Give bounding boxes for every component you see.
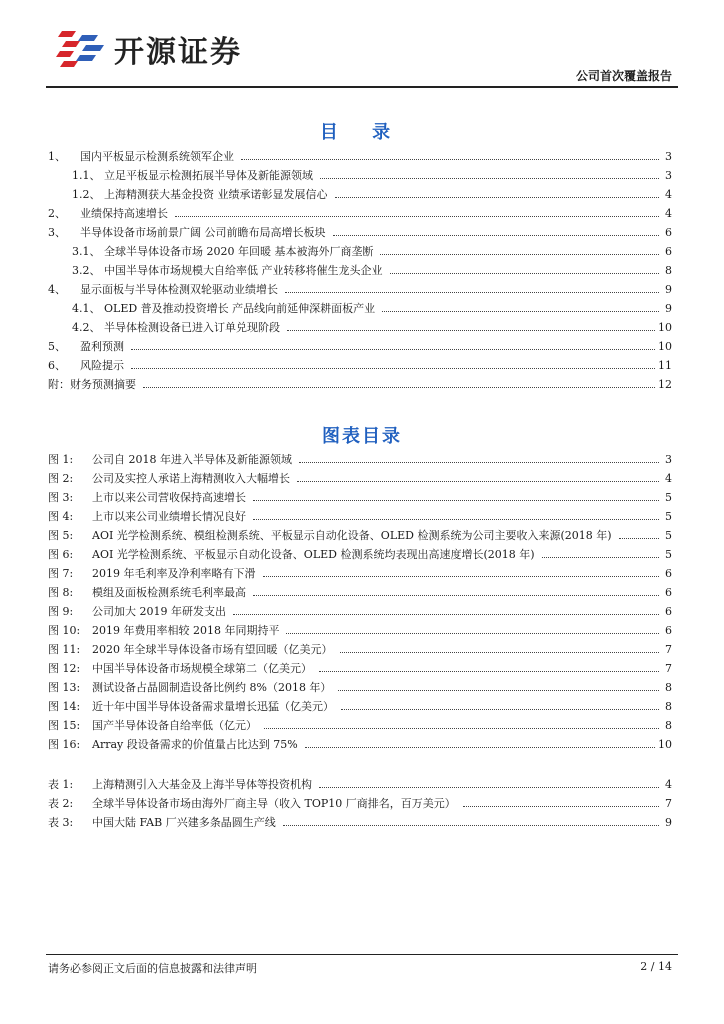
dot-leader	[340, 651, 660, 653]
toc-item-page: 12	[658, 378, 672, 391]
figure-item-row[interactable]	[48, 527, 672, 546]
toc-list	[48, 148, 672, 395]
dot-leader	[233, 613, 659, 615]
toc-item-row[interactable]	[48, 281, 672, 300]
figure-item-text: 上市以来公司营收保持高速增长	[92, 491, 246, 504]
figure-item-row[interactable]	[48, 603, 672, 622]
figure-item-row[interactable]	[48, 451, 672, 470]
dot-leader	[463, 805, 659, 807]
figure-item-text: 公司及实控人承诺上海精测收入大幅增长	[92, 472, 290, 485]
table-item-page: 7	[665, 797, 672, 810]
toc-item-row[interactable]	[48, 205, 672, 224]
dot-leader	[286, 632, 659, 634]
toc-item-page: 6	[665, 245, 672, 258]
toc-item-text: 立足平板显示检测拓展半导体及新能源领域	[104, 169, 313, 182]
table-item-text: 中国大陆 FAB 厂兴建多条晶圆生产线	[92, 816, 276, 829]
table-item-page: 9	[665, 816, 672, 829]
figure-item-number: 图 14:	[48, 700, 81, 713]
dot-leader	[264, 727, 659, 729]
toc-item-page: 9	[665, 302, 672, 315]
figure-item-row[interactable]	[48, 660, 672, 679]
figure-item-number: 图 15:	[48, 719, 81, 732]
toc-title: 目 录	[319, 122, 405, 143]
toc-item-number: 4.1、	[72, 302, 101, 315]
dot-leader	[285, 291, 659, 293]
toc-item-row[interactable]	[48, 224, 672, 243]
table-item-text: 全球半导体设备市场由海外厂商主导（收入 TOP10 厂商排名，百万美元）	[92, 797, 456, 810]
figure-item-page: 5	[665, 491, 672, 504]
table-item-row[interactable]	[48, 776, 672, 795]
report-type-label: 公司首次覆盖报告	[575, 69, 672, 83]
toc-item-row[interactable]	[48, 186, 672, 205]
toc-item-text: 盈利预测	[80, 340, 124, 353]
figure-item-page: 8	[665, 719, 672, 732]
toc-item-row[interactable]	[48, 338, 672, 357]
figure-item-number: 图 5:	[48, 529, 74, 542]
figure-item-page: 3	[665, 453, 672, 466]
figure-item-row[interactable]	[48, 717, 672, 736]
figure-item-text: 近十年中国半导体设备需求量增长迅猛（亿美元）	[92, 700, 334, 713]
toc-item-number: 4、	[48, 283, 66, 296]
toc-item-number: 2、	[48, 207, 66, 220]
figure-item-text: 2019 年费用率相较 2018 年同期持平	[92, 624, 280, 637]
figure-item-page: 6	[665, 567, 672, 580]
toc-item-text: 上海精测获大基金投资 业绩承诺彰显发展信心	[104, 188, 328, 201]
toc-item-page: 9	[665, 283, 672, 296]
toc-item-number: 3、	[48, 226, 66, 239]
figure-item-number: 图 4:	[48, 510, 74, 523]
figure-item-page: 6	[665, 586, 672, 599]
dot-leader	[253, 499, 659, 501]
table-item-number: 表 1:	[48, 778, 74, 791]
figure-item-text: 国产半导体设备自给率低（亿元）	[92, 719, 257, 732]
toc-item-text: 风险提示	[80, 359, 124, 372]
figure-item-page: 4	[665, 472, 672, 485]
toc-item-row[interactable]	[48, 357, 672, 376]
table-item-row[interactable]	[48, 795, 672, 814]
figure-item-row[interactable]	[48, 508, 672, 527]
dot-leader	[283, 824, 659, 826]
figure-item-page: 5	[665, 529, 672, 542]
figure-item-number: 图 16:	[48, 738, 81, 751]
toc-item-text: 半导体设备市场前景广阔 公司前瞻布局高增长板块	[80, 226, 326, 239]
figure-item-page: 6	[665, 624, 672, 637]
toc-item-text: 业绩保持高速增长	[80, 207, 168, 220]
dot-leader	[131, 348, 655, 350]
toc-item-row[interactable]	[48, 300, 672, 319]
dot-leader	[263, 575, 660, 577]
figure-item-number: 图 13:	[48, 681, 81, 694]
toc-item-text: 显示面板与半导体检测双轮驱动业绩增长	[80, 283, 278, 296]
figure-item-row[interactable]	[48, 736, 672, 755]
figure-item-row[interactable]	[48, 546, 672, 565]
dot-leader	[297, 480, 659, 482]
toc-item-number: 1、	[48, 150, 66, 163]
toc-item-page: 10	[658, 340, 672, 353]
dot-leader	[382, 310, 659, 312]
dot-leader	[287, 329, 655, 331]
figure-item-text: 公司加大 2019 年研发支出	[92, 605, 226, 618]
figure-item-number: 图 9:	[48, 605, 74, 618]
figure-item-text: Array 段设备需求的价值量占比达到 75%	[92, 738, 298, 751]
company-logo	[56, 27, 242, 71]
figure-item-text: 公司自 2018 年进入半导体及新能源领域	[92, 453, 292, 466]
figures-list	[48, 451, 672, 755]
figure-item-page: 5	[665, 548, 672, 561]
toc-item-text: 国内平板显示检测系统领军企业	[80, 150, 234, 163]
dot-leader	[335, 196, 660, 198]
toc-item-page: 8	[665, 264, 672, 277]
figure-item-row[interactable]	[48, 622, 672, 641]
figure-item-page: 10	[658, 738, 672, 751]
table-item-text: 上海精测引入大基金及上海半导体等投资机构	[92, 778, 312, 791]
figure-item-page: 5	[665, 510, 672, 523]
table-item-page: 4	[665, 778, 672, 791]
dot-leader	[320, 177, 659, 179]
dot-leader	[319, 786, 659, 788]
toc-item-row[interactable]	[48, 319, 672, 338]
dot-leader	[542, 556, 659, 558]
figure-item-row[interactable]	[48, 641, 672, 660]
figure-item-number: 图 1:	[48, 453, 74, 466]
logo-mark-icon	[56, 29, 108, 69]
page-number: 2 / 14	[640, 960, 672, 973]
figure-item-number: 图 11:	[48, 643, 81, 656]
toc-item-text: 全球半导体设备市场 2020 年回暖 基本被海外厂商垄断	[104, 245, 374, 258]
dot-leader	[241, 158, 659, 160]
toc-item-page: 6	[665, 226, 672, 239]
toc-item-number: 3.2、	[72, 264, 101, 277]
dot-leader	[341, 708, 659, 710]
toc-item-row[interactable]	[48, 243, 672, 262]
toc-item-text: 中国半导体市场规模大自给率低 产业转移将催生龙头企业	[104, 264, 383, 277]
figure-item-row[interactable]	[48, 565, 672, 584]
dot-leader	[175, 215, 659, 217]
footer-disclaimer: 请务必参阅正文后面的信息披露和法律声明	[48, 962, 257, 975]
figure-item-text: 中国半导体设备市场规模全球第二（亿美元）	[92, 662, 312, 675]
dot-leader	[253, 518, 659, 520]
footer-divider	[46, 954, 678, 955]
figure-item-number: 图 2:	[48, 472, 74, 485]
tables-list	[48, 776, 672, 833]
toc-item-number: 1.2、	[72, 188, 101, 201]
dot-leader	[253, 594, 659, 596]
figure-item-number: 图 3:	[48, 491, 74, 504]
toc-item-page: 10	[658, 321, 672, 334]
toc-item-number: 6、	[48, 359, 66, 372]
figure-item-page: 7	[665, 643, 672, 656]
figure-item-number: 图 10:	[48, 624, 81, 637]
dot-leader	[131, 367, 655, 369]
toc-item-row[interactable]	[48, 262, 672, 281]
dot-leader	[143, 386, 655, 388]
figure-item-text: AOI 光学检测系统、平板显示自动化设备、OLED 检测系统均表现出高速度增长(2018 年)	[92, 548, 535, 561]
toc-item-page: 4	[665, 188, 672, 201]
figures-title: 图表目录	[322, 426, 402, 447]
figure-item-row[interactable]	[48, 698, 672, 717]
logo-text: 开源证券	[114, 35, 242, 70]
figure-item-text: 2019 年毛利率及净利率略有下滑	[92, 567, 256, 580]
figure-item-text: AOI 光学检测系统、模组检测系统、平板显示自动化设备、OLED 检测系统为公司主要收入来源(2018 年)	[92, 529, 612, 542]
figure-item-number: 图 8:	[48, 586, 74, 599]
toc-item-page: 11	[658, 359, 672, 372]
toc-item-number: 3.1、	[72, 245, 101, 258]
figure-item-row[interactable]	[48, 489, 672, 508]
toc-item-text: OLED 普及推动投资增长 产品线向前延伸深耕面板产业	[104, 302, 376, 315]
toc-item-row[interactable]	[48, 376, 672, 395]
table-item-number: 表 2:	[48, 797, 74, 810]
figure-item-row[interactable]	[48, 584, 672, 603]
toc-item-number: 5、	[48, 340, 66, 353]
figure-item-page: 6	[665, 605, 672, 618]
dot-leader	[333, 234, 660, 236]
toc-item-text: 附：财务预测摘要	[48, 378, 136, 391]
dot-leader	[319, 670, 659, 672]
toc-item-page: 3	[665, 150, 672, 163]
table-item-row[interactable]	[48, 814, 672, 833]
header-divider	[46, 86, 678, 88]
toc-item-number: 1.1、	[72, 169, 101, 182]
dot-leader	[390, 272, 660, 274]
figure-item-page: 8	[665, 700, 672, 713]
table-item-number: 表 3:	[48, 816, 74, 829]
figure-item-number: 图 6:	[48, 548, 74, 561]
dot-leader	[305, 746, 655, 748]
figure-item-number: 图 7:	[48, 567, 74, 580]
dot-leader	[619, 537, 659, 539]
figure-item-text: 模组及面板检测系统毛利率最高	[92, 586, 246, 599]
toc-item-row[interactable]	[48, 167, 672, 186]
page-header	[0, 0, 724, 90]
dot-leader	[338, 689, 659, 691]
figure-item-text: 上市以来公司业绩增长情况良好	[92, 510, 246, 523]
figure-item-row[interactable]	[48, 470, 672, 489]
toc-item-text: 半导体检测设备已进入订单兑现阶段	[104, 321, 280, 334]
toc-item-page: 4	[665, 207, 672, 220]
figure-item-page: 8	[665, 681, 672, 694]
figure-item-number: 图 12:	[48, 662, 81, 675]
toc-item-number: 4.2、	[72, 321, 101, 334]
figure-item-row[interactable]	[48, 679, 672, 698]
toc-item-row[interactable]	[48, 148, 672, 167]
toc-item-page: 3	[665, 169, 672, 182]
figure-item-page: 7	[665, 662, 672, 675]
figure-item-text: 测试设备占晶圆制造设备比例约 8%（2018 年）	[92, 681, 332, 694]
figure-item-text: 2020 年全球半导体设备市场有望回暖（亿美元）	[92, 643, 333, 656]
dot-leader	[380, 253, 659, 255]
dot-leader	[299, 461, 659, 463]
